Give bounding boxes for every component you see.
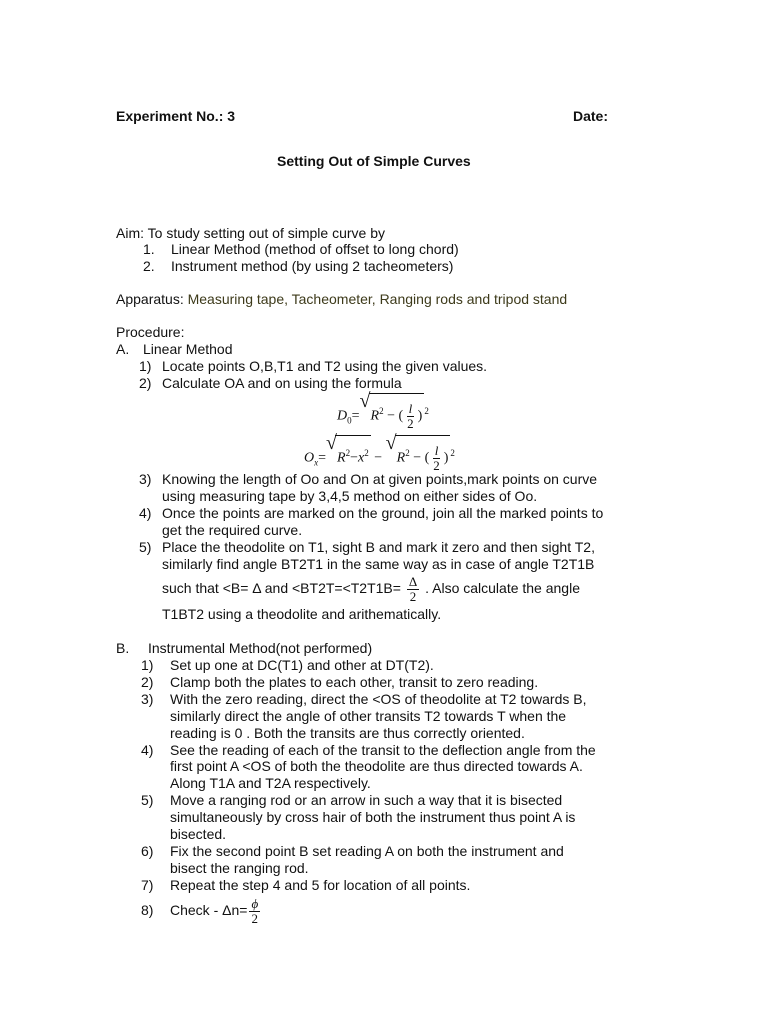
procedure-heading: Procedure:	[116, 324, 185, 340]
step-text: similarly find angle BT2T1 in the same way as in case of angle T2T1B	[162, 556, 595, 572]
step-text: Once the points are marked on the ground, join all the marked points to	[162, 505, 604, 521]
experiment-number: Experiment No.: 3	[116, 108, 236, 124]
section-b-title: Instrumental Method(not performed)	[148, 640, 373, 656]
step-text: Set up one at DC(T1) and other at DT(T2).	[170, 657, 434, 673]
step-text: such that <B= Δ and <BT2T=<T2T1B= $\frac{\Delta}{2}$ . Also calculate the angle	[162, 573, 580, 604]
step-text: reading is 0 . Both the transits are thus correctly oriented.	[170, 724, 525, 741]
apparatus-label: Apparatus:	[116, 291, 184, 307]
step-text: Locate points O,B,T1 and T2 using the given values.	[162, 358, 488, 374]
step-num: 4)	[139, 505, 152, 521]
check-formula: Check - Δn= $\frac{\phi}{2}$	[170, 895, 259, 926]
step-num: 4)	[141, 741, 154, 758]
apparatus-line	[116, 291, 567, 308]
step-text: Move a ranging rod or an arrow in such a way that it is bisected	[170, 792, 563, 809]
apparatus-text: Measuring tape, Tacheometer, Ranging rods and tripod stand	[187, 291, 568, 307]
formula-ox: $O_x=$ √ $R^2-x^2$ − √ $R^2$ − ( $\frac{l}{2}$ ) $^2$	[304, 435, 455, 479]
step-num: 1)	[139, 358, 152, 374]
aim-item-num: 2.	[143, 258, 155, 274]
step-text: Repeat the step 4 and 5 for location of all points.	[170, 876, 471, 893]
step-text: simultaneously by cross hair of both the instrument thus point A is	[170, 809, 576, 826]
step-text: Calculate OA and on using the formula	[162, 375, 402, 391]
step-num: 2)	[139, 375, 152, 391]
formula-d0: $D_0=$ √ $R^2$ − ( $\frac{l}{2}$ ) $^2$	[337, 393, 429, 437]
step-text: first point A <OS of both the theodolite are thus directed towards A.	[170, 758, 583, 775]
step-num: 1)	[141, 657, 154, 673]
step-num: 8)	[141, 902, 154, 918]
aim-intro: Aim: To study setting out of simple curve by	[116, 225, 385, 241]
step-text: similarly direct the angle of other transits T2 towards T when the	[170, 707, 567, 724]
step-text: bisect the ranging rod.	[170, 859, 309, 876]
step-text: bisected.	[170, 826, 227, 842]
step-num: 3)	[139, 471, 152, 487]
step-text: T1BT2 using a theodolite and arithematically.	[162, 606, 442, 622]
step-num: 7)	[141, 876, 154, 893]
step-text: With the zero reading, direct the <OS of theodolite at T2 towards B,	[170, 690, 587, 707]
section-a-title: Linear Method	[143, 341, 233, 357]
step-num: 2)	[141, 673, 154, 690]
step-text: Knowing the length of Oo and On at given points,mark points on curve	[162, 471, 598, 487]
step-text: Along T1A and T2A respectively.	[170, 775, 371, 792]
step-text: using measuring tape by 3,4,5 method on either sides of Oo.	[162, 488, 538, 504]
step-num: 5)	[139, 539, 152, 555]
step-num: 5)	[141, 792, 154, 809]
aim-item-num: 1.	[143, 241, 155, 257]
step-text: get the required curve.	[162, 522, 303, 538]
step-text: Clamp both the plates to each other, transit to zero reading.	[170, 673, 539, 690]
step-text: See the reading of each of the transit to the deflection angle from the	[170, 741, 596, 758]
aim-item-text: Instrument method (by using 2 tacheometers)	[171, 258, 454, 274]
section-a-label: A.	[116, 341, 130, 357]
step-text: Place the theodolite on T1, sight B and mark it zero and then sight T2,	[162, 539, 595, 555]
document-title: Setting Out of Simple Curves	[277, 153, 471, 169]
date-label: Date:	[573, 108, 609, 124]
aim-item-text: Linear Method (method of offset to long chord)	[171, 241, 459, 257]
section-b-label: B.	[116, 640, 130, 656]
step-num: 6)	[141, 842, 154, 859]
step-text: Fix the second point B set reading A on both the instrument and	[170, 842, 564, 859]
step-num: 3)	[141, 690, 154, 707]
